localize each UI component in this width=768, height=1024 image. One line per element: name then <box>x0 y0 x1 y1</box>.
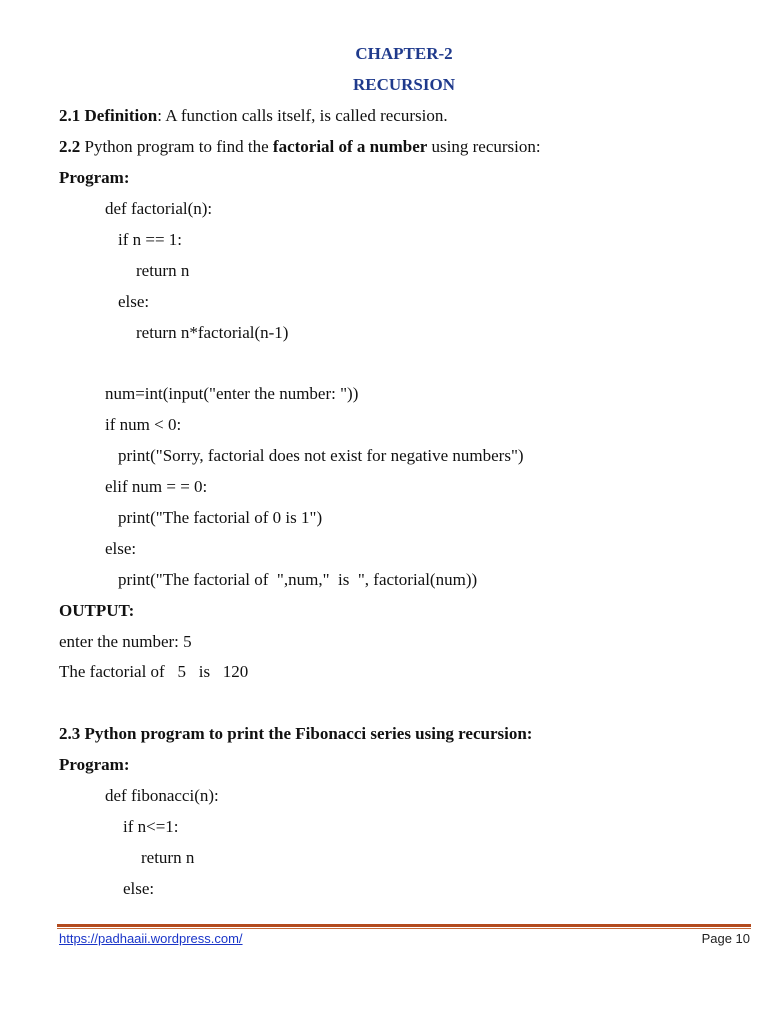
code-line: def fibonacci(n): <box>105 786 219 805</box>
section-2-2-bold: factorial of a number <box>272 137 428 156</box>
code-line: if n<=1: <box>123 817 179 836</box>
footer-website-link[interactable]: https://padhaaii.wordpress.com/ <box>59 931 243 946</box>
code-line: print("The factorial of ",num," is ", factorial(num)) <box>118 570 478 589</box>
output-label: OUTPUT: <box>59 601 135 620</box>
definition-label: 2.1 Definition <box>59 106 158 125</box>
code-line: num=int(input("enter the number: ")) <box>105 384 359 403</box>
code-line: return n*factorial(n-1) <box>136 323 289 342</box>
definition-paragraph <box>59 106 448 126</box>
output-line: enter the number: 5 <box>59 632 192 651</box>
chapter-heading: CHAPTER-2 <box>355 44 453 63</box>
section-2-2-number: 2.2 <box>59 137 81 156</box>
section-2-2-pre: Python program to find the <box>80 137 273 156</box>
section-2-3-heading: 2.3 Python program to print the Fibonacci series using recursion: <box>59 724 533 743</box>
code-line: else: <box>123 879 155 898</box>
definition-text: : A function calls itself, is called recursion. <box>157 106 448 125</box>
code-line: print("Sorry, factorial does not exist for negative numbers") <box>118 446 524 465</box>
page-number: Page 10 <box>701 931 750 946</box>
code-line: return n <box>141 848 195 867</box>
footer-divider <box>57 924 751 927</box>
code-line: if num < 0: <box>105 415 182 434</box>
code-line: print("The factorial of 0 is 1") <box>118 508 323 527</box>
section-2-2-heading <box>59 137 541 157</box>
code-line: def factorial(n): <box>105 199 213 218</box>
program-label-2: Program: <box>59 755 130 774</box>
code-line: else: <box>118 292 150 311</box>
code-line: else: <box>105 539 137 558</box>
footer-divider-thin <box>57 928 751 929</box>
program-label: Program: <box>59 168 130 187</box>
chapter-title: RECURSION <box>352 75 456 94</box>
section-2-2-post: using recursion: <box>427 137 541 156</box>
output-line: The factorial of 5 is 120 <box>59 662 249 681</box>
code-line: if n == 1: <box>118 230 183 249</box>
code-line: return n <box>136 261 190 280</box>
code-line: elif num = = 0: <box>105 477 208 496</box>
